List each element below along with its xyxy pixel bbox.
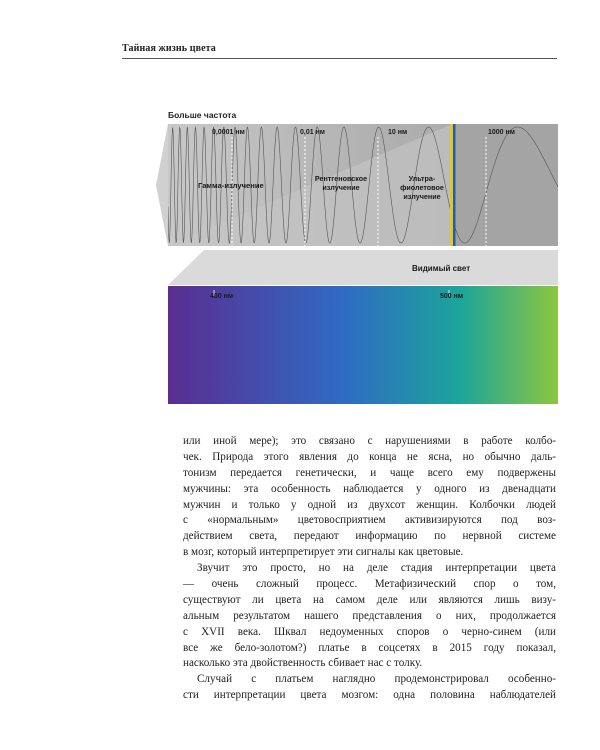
body-line: Звучит это просто, но на деле стадия интерпретации цвета [197,562,556,575]
body-line: в мозг, который интерпретирует эти сигналы как цветовые. [183,546,464,559]
region-uv-label-1: Ультра- [408,174,436,183]
body-line: с XVII века. Шквал недоуменных споров о черно-синем (или [183,625,556,638]
region-xray-label-1: Рентгеновское [314,174,368,183]
body-line: альным результатом нашего представления о них, продолжается [183,609,556,622]
body-line: Случай с платьем наглядно продемонстрировал особенно- [197,673,556,686]
body-line: чек. Природа этого явления до конца не ясна, но обычно даль- [183,450,556,463]
visible-spectrum [168,286,558,404]
body-line: тонизм передается генетически, и чаще всего ему подвержены [183,466,556,479]
tick-label-3: 10 нм [388,129,408,136]
visible-band-label: Видимый свет [412,264,471,273]
spectrum-label-400: 400 нм [210,293,234,300]
body-line: с «нормальным» цветовосприятием активизируются под воз- [183,514,556,527]
region-gamma-label: Гамма-излучение [198,181,264,190]
spectrum-label-500: 500 нм [440,293,464,300]
body-line: существуют ли цвета на самом деле или являются лишь визу- [183,593,556,606]
panel-arrow-left [156,124,168,246]
figure-title: Больше частота [168,110,237,120]
body-line: действием света, передают информацию по нервной системе [183,530,556,543]
tick-label-4: 1000 нм [488,129,515,136]
body-line: все же бело-золотом?) платье в соцсетях в 2015 году показал, [183,641,556,654]
body-line: мужчин и только у одной из двухсот женщин. Колбочки людей [183,498,556,511]
body-line: насколько эта двойственность сбивает нас с толку. [183,657,423,670]
body-line: мужчины: эта особенность наблюдается у одного из двенадцати [183,482,556,495]
region-uv-label-3: излучение [403,192,441,201]
tick-label-2: 0,01 нм [300,129,325,136]
em-panel-right [452,124,558,246]
running-title: Тайная жизнь цвета [122,43,216,54]
body-text [183,434,556,704]
visible-band [168,250,558,285]
visible-marker-blue [453,124,456,246]
tick-label-1: 0,0001 нм [212,129,245,136]
region-uv-label-2: фиолетовое [400,183,444,192]
region-xray-label-2: излучение [322,183,360,192]
body-line: сти интерпретации цвета мозгом: одна половина наблюдателей [183,689,556,702]
body-line: — очень сложный процесс. Метафизический спор о том, [183,578,556,591]
body-line: или иной мере); это связано с нарушениями в работе колбо- [183,435,556,447]
visible-marker-yellow [450,124,453,246]
